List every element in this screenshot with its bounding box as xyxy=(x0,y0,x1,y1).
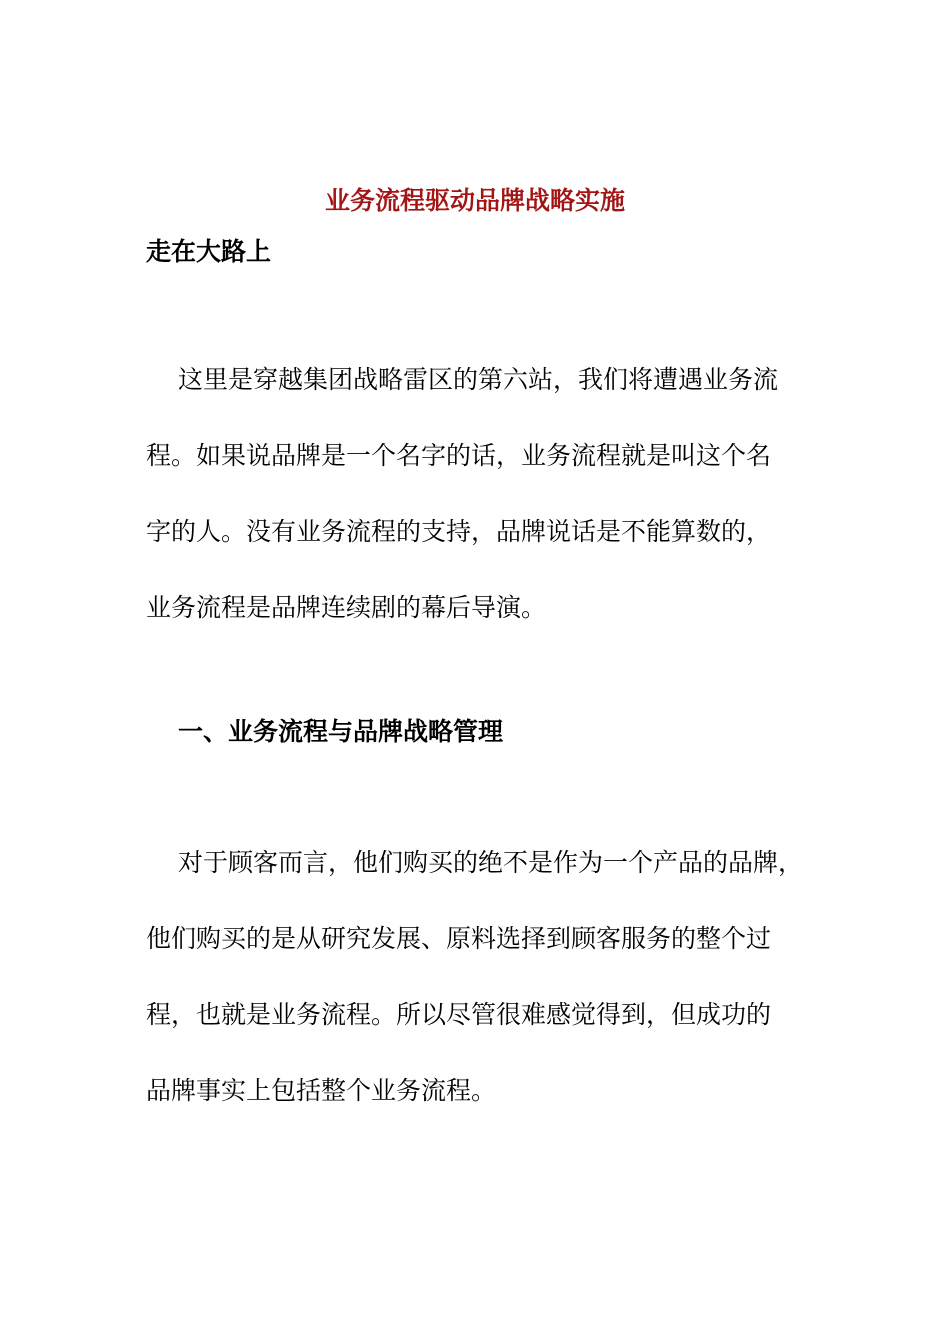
paragraph-1-line-1: 这里是穿越集团战略雷区的第六站，我们将遭遇业务流 xyxy=(178,365,779,394)
paragraph-1-line-4: 业务流程是品牌连续剧的幕后导演。 xyxy=(146,593,547,622)
paragraph-2-line-1: 对于顾客而言，他们购买的绝不是作为一个产品的品牌， xyxy=(178,848,804,877)
paragraph-2-line-3: 程，也就是业务流程。所以尽管很难感觉得到，但成功的 xyxy=(146,1000,772,1029)
section-1-heading: 一、业务流程与品牌战略管理 xyxy=(178,717,504,746)
paragraph-2-line-2: 他们购买的是从研究发展、原料选择到顾客服务的整个过 xyxy=(146,924,772,953)
paragraph-1-line-2: 程。如果说品牌是一个名字的话，业务流程就是叫这个名 xyxy=(146,441,772,470)
paragraph-1-line-3: 字的人。没有业务流程的支持，品牌说话是不能算数的， xyxy=(146,517,772,546)
document-title: 业务流程驱动品牌战略实施 xyxy=(324,186,625,215)
paragraph-2-line-4: 品牌事实上包括整个业务流程。 xyxy=(146,1076,497,1105)
document-author: 走在大路上 xyxy=(146,237,272,266)
